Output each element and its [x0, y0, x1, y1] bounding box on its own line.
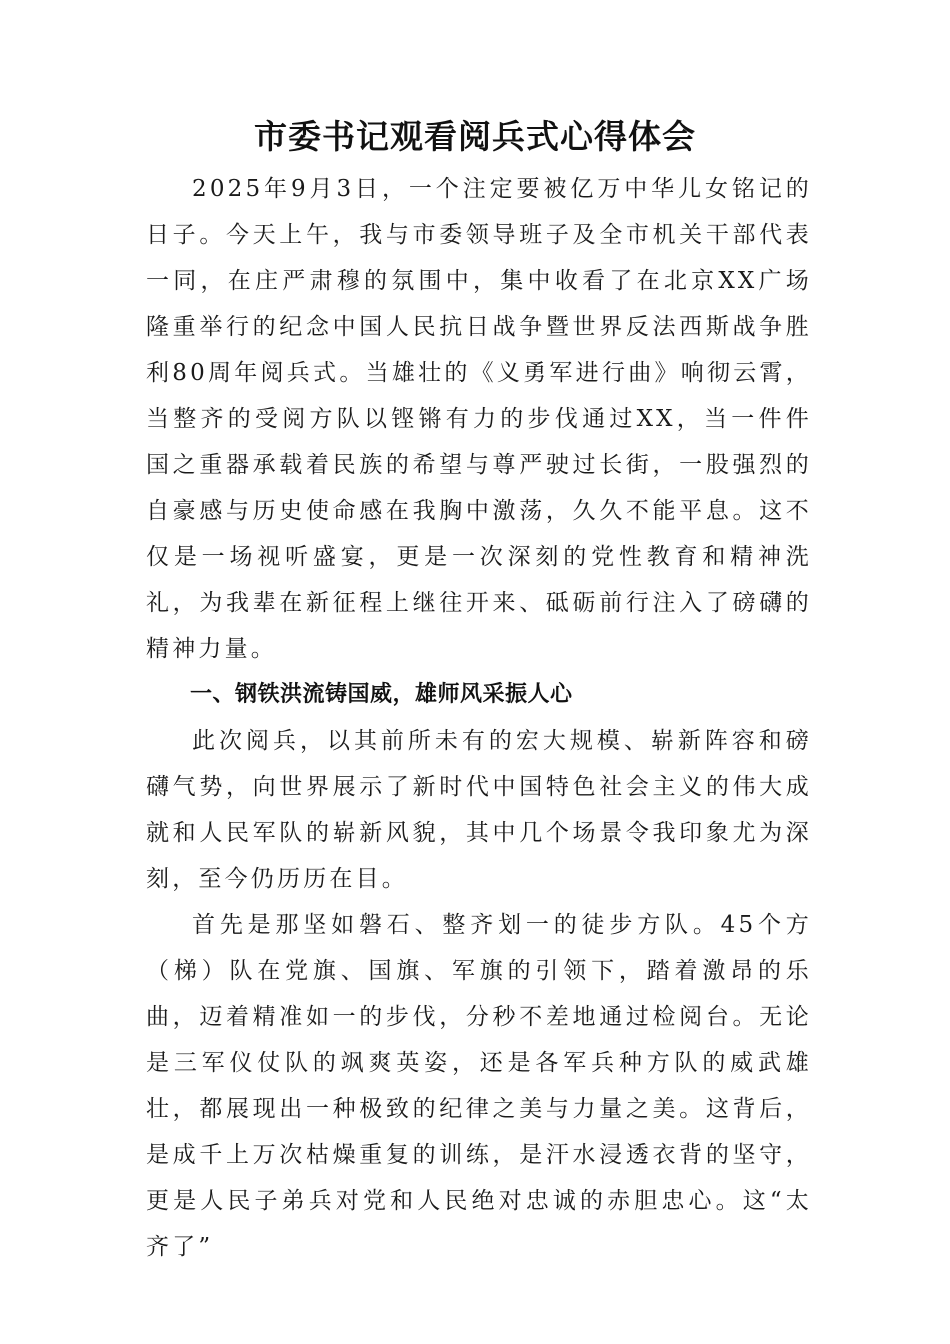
section-paragraph-2: 首先是那坚如磐石、整齐划一的徒步方队。45个方（梯）队在党旗、国旗、军旗的引领下，踏着激昂的乐曲，迈着精准如一的步伐，分秒不差地通过检阅台。无论是三军仪仗队的飒爽英姿，还是各军兵种方队的威武雄壮，都展现出一种极致的纪律之美与力量之美。这背后，是成千上万次枯燥重复的训练，是汗水浸透衣背的坚守，更是人民子弟兵对党和人民绝对忠诚的赤胆忠心。这“太齐了”	[146, 912, 812, 1260]
document-title: 市委书记观看阅兵式心得体会	[254, 117, 696, 156]
document-body	[146, 166, 812, 1270]
section-heading: 一、钢铁洪流铸国威，雄师风采振人心	[190, 682, 573, 707]
section-paragraph-1: 此次阅兵，以其前所未有的宏大规模、崭新阵容和磅礴气势，向世界展示了新时代中国特色社会主义的伟大成就和人民军队的崭新风貌，其中几个场景令我印象尤为深刻，至今仍历历在目。	[146, 728, 812, 892]
intro-paragraph: 2025年9月3日，一个注定要被亿万中华儿女铭记的日子。今天上午，我与市委领导班子及全市机关干部代表一同，在庄严肃穆的氛围中，集中收看了在北京XX广场隆重举行的纪念中国人民抗日战争暨世界反法西斯战争胜利80周年阅兵式。当雄壮的《义勇军进行曲》响彻云霄，当整齐的受阅方队以铿锵有力的步伐通过XX，当一件件国之重器承载着民族的希望与尊严驶过长街，一股强烈的自豪感与历史使命感在我胸中激荡，久久不能平息。这不仅是一场视听盛宴，更是一次深刻的党性教育和精神洗礼，为我辈在新征程上继往开来、砥砺前行注入了磅礴的精神力量。	[146, 176, 812, 662]
